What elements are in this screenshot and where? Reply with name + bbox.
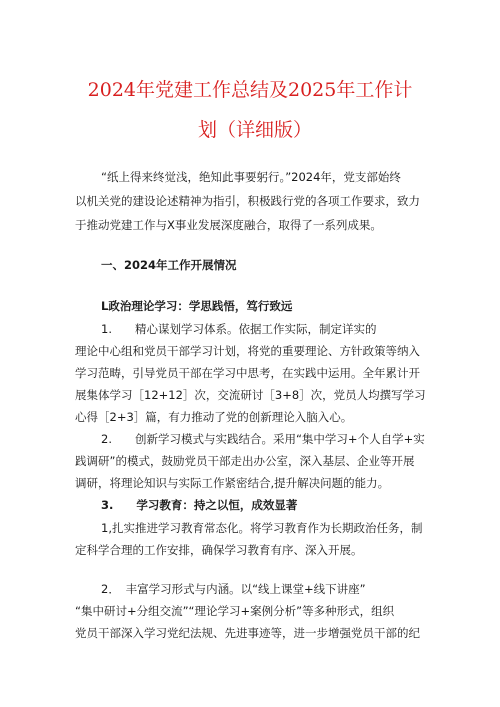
document-title-line1: 2024年党建工作总结及2025年工作计 [87, 79, 413, 101]
item3-1-line-2: 定科学合理的工作安排，确保学习教育有序、深入开展。 [75, 543, 363, 557]
intro-line-3: 于推动党建工作与X事业发展深度融合，取得了一系列成果。 [75, 218, 382, 232]
item3-2-line-1: 2． 丰富学习形式与内涵。以“线上课堂+线下讲座” [101, 582, 366, 596]
subsection-heading: L政治理论学习：学思践悟，笃行致远 [101, 299, 293, 313]
intro-line-1: “纸上得来终觉浅，绝知此事要躬行。”2024年，党支部始终 [101, 170, 401, 184]
section-heading: 一、2024年工作开展情况 [101, 258, 237, 272]
item2-line-2: 践调研”的模式，鼓励党员干部走出办公室，深入基层、企业等开展 [75, 454, 415, 468]
item1-line-4: 展集体学习［12+12］次，交流研讨［3+8］次，党员人均撰写学习 [75, 388, 426, 402]
item2-line-3: 调研，将理论知识与实际工作紧密结合,提升解决问题的能力。 [75, 476, 390, 490]
item1-line-5: 心得［2+3］篇，有力推动了党的创新理论入脑入心。 [75, 410, 353, 424]
item2-line-1: 2. 创新学习模式与实践结合。采用“集中学习+个人自学+实 [101, 432, 425, 446]
item1-line-2: 理论中心组和党员干部学习计划，将党的重要理论、方针政策等纳入 [75, 344, 420, 358]
item3-2-line-3: 党员干部深入学习党纪法规、先进事迹等，进一步增强党员干部的纪 [75, 626, 420, 640]
item3-2-line-2: “集中研讨+分组交流”“理论学习+案例分析”等多种形式，组织 [75, 604, 395, 618]
item3-1-line-1: 1,扎实推进学习教育常态化。将学习教育作为长期政治任务，制 [101, 521, 423, 535]
item1-line-3: 学习范畴，引导党员干部在学习中思考，在实践中运用。全年累计开 [75, 366, 420, 380]
item3-heading: 3. 学习教育：持之以恒，成效显著 [101, 498, 298, 512]
document-title-line2: 划（详细版） [197, 119, 312, 141]
item1-line-1: 1. 精心谋划学习体系。依据工作实际，制定详实的 [101, 322, 377, 336]
intro-line-2: 以机关党的建设论述精神为指引，积极践行党的各项工作要求，致力 [75, 194, 420, 208]
